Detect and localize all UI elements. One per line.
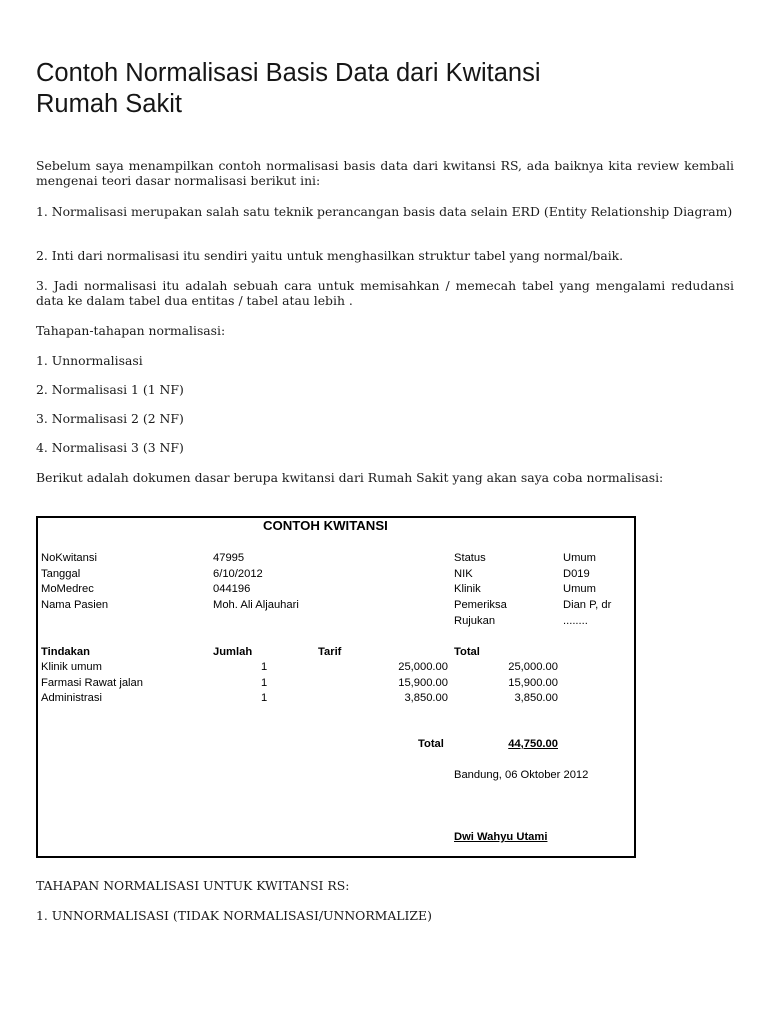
item-jumlah: 1 (261, 692, 268, 704)
field-label-rujukan: Rujukan (454, 615, 496, 627)
stage-4: 4. Normalisasi 3 (3 NF) (36, 440, 184, 455)
item-total: 3,850.00 (514, 692, 558, 704)
place-date: Bandung, 06 Oktober 2012 (454, 769, 589, 781)
item-tarif: 25,000.00 (398, 661, 448, 673)
title-line-1: Contoh Normalisasi Basis Data dari Kwitansi (36, 59, 541, 87)
field-label-nokwitansi: NoKwitansi (41, 552, 97, 564)
header-tindakan: Tindakan (41, 646, 90, 658)
receipt-image (36, 516, 636, 858)
header-jumlah: Jumlah (213, 646, 253, 658)
field-label-nik: NIK (454, 568, 473, 580)
field-label-pemeriksa: Pemeriksa (454, 599, 507, 611)
field-label-nama-pasien: Nama Pasien (41, 599, 109, 611)
field-label-klinik: Klinik (454, 583, 481, 595)
item-total: 25,000.00 (508, 661, 558, 673)
field-value-status: Umum (563, 552, 596, 564)
field-value-klinik: Umum (563, 583, 596, 595)
section-heading: TAHAPAN NORMALISASI UNTUK KWITANSI RS: (36, 878, 350, 893)
point-3-paragraph: 3. Jadi normalisasi itu adalah sebuah cara untuk memisahkan / memecah tabel yang mengalami redudansi data ke dalam tabel dua entitas / tabel atau lebih . (36, 278, 734, 308)
grand-total-label: Total (418, 738, 444, 750)
receipt-title: CONTOH KWITANSI (263, 518, 388, 533)
item-tindakan: Klinik umum (41, 661, 102, 673)
item-jumlah: 1 (261, 677, 268, 689)
point-2-paragraph: 2. Inti dari normalisasi itu sendiri yaitu untuk menghasilkan struktur tabel yang normal/baik. (36, 248, 624, 263)
stage-2: 2. Normalisasi 1 (1 NF) (36, 382, 184, 397)
header-tarif: Tarif (318, 646, 342, 658)
field-value-nama-pasien: Moh. Ali Aljauhari (213, 599, 299, 611)
field-label-status: Status (454, 552, 486, 564)
grand-total-value: 44,750.00 (508, 738, 558, 750)
stages-heading: Tahapan-tahapan normalisasi: (36, 323, 226, 338)
intro-paragraph: Sebelum saya menampilkan contoh normalisasi basis data dari kwitansi RS, ada baiknya kita review kembali mengenai teori dasar normalisasi berikut ini: (36, 158, 734, 188)
title-line-2: Rumah Sakit (36, 90, 182, 118)
document-page (36, 58, 734, 148)
header-total: Total (454, 646, 480, 658)
field-value-pemeriksa: Dian P, dr (563, 599, 612, 611)
stage-1: 1. Unnormalisasi (36, 353, 143, 368)
field-value-nik: D019 (563, 568, 590, 580)
field-value-momedrec: 044196 (213, 583, 251, 595)
field-label-momedrec: MoMedrec (41, 583, 94, 595)
item-tindakan: Administrasi (41, 692, 102, 704)
point-1-paragraph: 1. Normalisasi merupakan salah satu teknik perancangan basis data selain ERD (Entity Relationship Diagram) (36, 204, 733, 219)
field-label-tanggal: Tanggal (41, 568, 81, 580)
field-value-nokwitansi: 47995 (213, 552, 245, 564)
unnormalized-heading: 1. UNNORMALISASI (TIDAK NORMALISASI/UNNORMALIZE) (36, 908, 432, 923)
field-value-rujukan: ........ (563, 615, 588, 627)
item-total: 15,900.00 (508, 677, 558, 689)
field-value-tanggal: 6/10/2012 (213, 568, 263, 580)
stage-3: 3. Normalisasi 2 (2 NF) (36, 411, 184, 426)
item-tarif: 3,850.00 (404, 692, 448, 704)
receipt-intro-paragraph: Berikut adalah dokumen dasar berupa kwitansi dari Rumah Sakit yang akan saya coba normalisasi: (36, 470, 664, 485)
item-tarif: 15,900.00 (398, 677, 448, 689)
signatory-name: Dwi Wahyu Utami (454, 831, 548, 843)
item-jumlah: 1 (261, 661, 268, 673)
page-title (36, 58, 734, 120)
item-tindakan: Farmasi Rawat jalan (41, 677, 143, 689)
